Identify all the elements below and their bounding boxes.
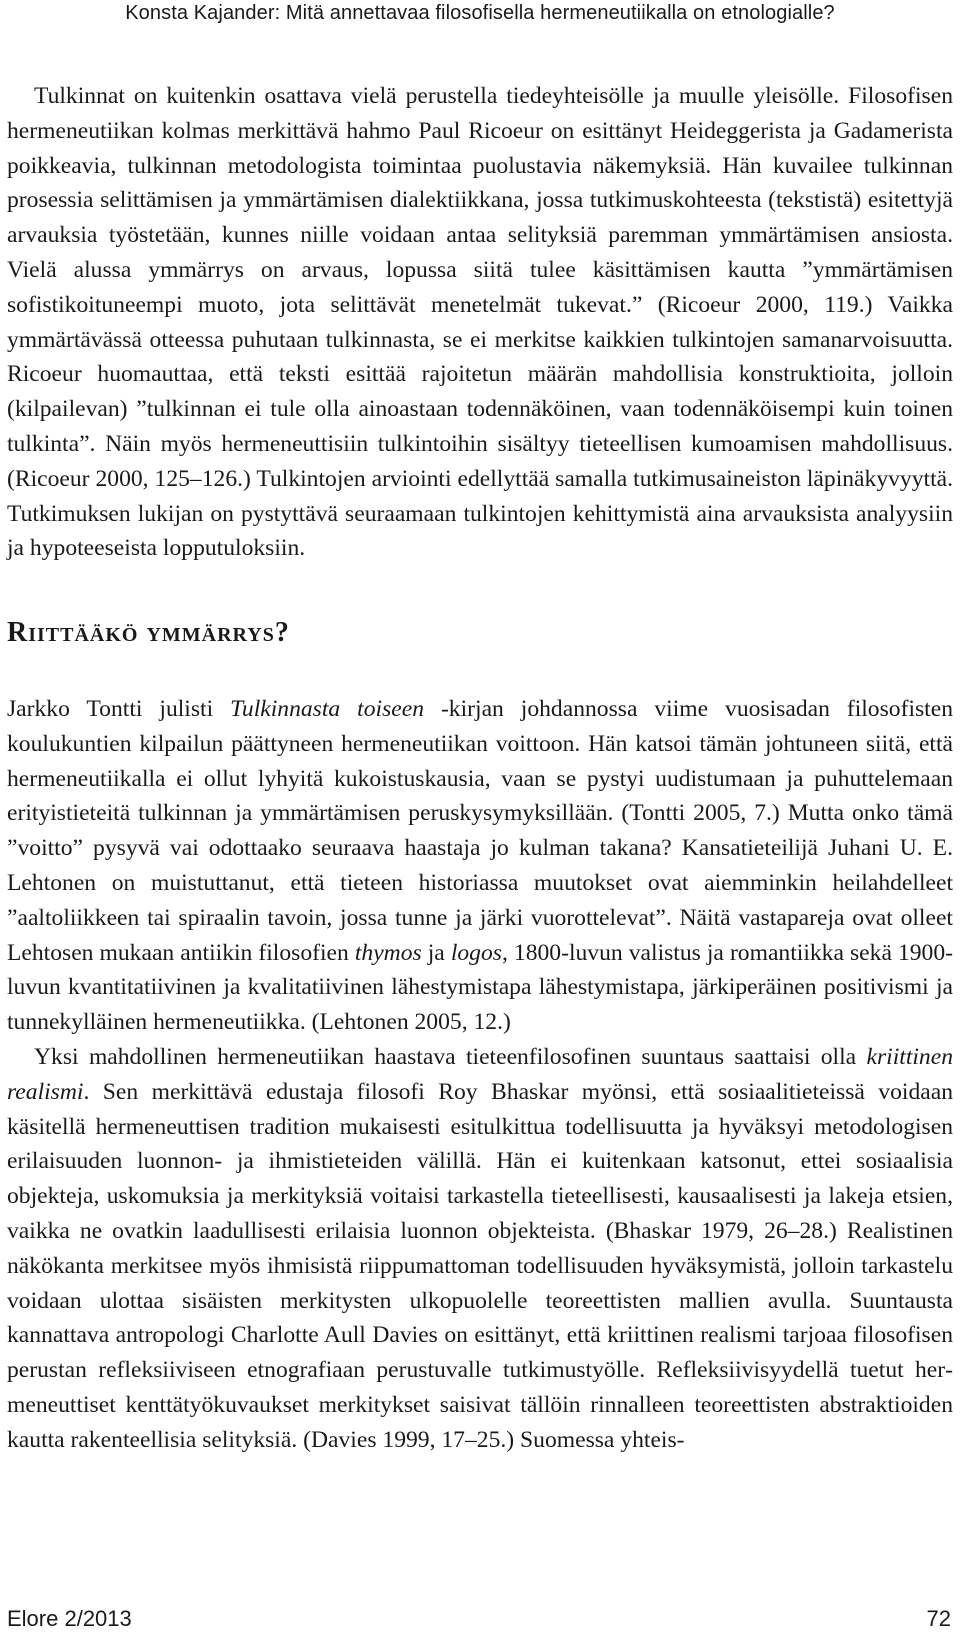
- book-title: Tulkinnasta toiseen: [230, 696, 424, 722]
- text-run: ja: [421, 939, 451, 966]
- journal-footer: Elore 2/2013: [7, 1606, 132, 1631]
- running-head: Konsta Kajander: Mitä annettavaa filosofisella hermeneutiikalla on etnologialle?: [125, 2, 835, 24]
- text-run: Jarkko Tontti julisti: [7, 696, 231, 722]
- text-run: . Sen merkittävä edustaja filosofi Roy Bhaskar myönsi, että sosiaalitieteissä voidaan käsitellä hermeneuttisen tradition mukaisesti esitulkittua todellisuutta ja hyväksyi metodologisen erilaisuuden luonnon- ja ihmistieteiden välillä. Hän ei kuitenkaan katsonut, ettei sosiaalisia objekteja, uskomuksia ja merkityksiä voitaisi tarkastella tieteellisesti, kausaalisesti ja lakeja etsien, vaikka ne ovatkin laadullisesti erilaisia luonnon objekteista. (Bhaskar 1979, 26–28.) Realistinen näkökanta merkitsee myös ihmisistä riippumattoman todellisuuden hyväksymistä, jolloin tarkastelu voidaan ulottaa sisäisten merkitysten ulkopuolelle teoreettisten mallien avulla. Suuntausta kannattava antropologi Charlotte Aull Davies on esittänyt, että kriittinen realismi tarjoaa filosofisen perustan refleksiiviseen etnografiaan perustuvalle tutkimustyölle. Refleksiivisyydellä tuetut hermeneuttiset kenttätyökuvaukset merkitykset saisivat tällöin rinnalleen teoreettisten abstraktioiden kautta rakenteellisia selityksiä. (Davies 1999, 17–25.) Suomessa yhteis-: [7, 1078, 953, 1453]
- intro-paragraph-block: [7, 79, 953, 566]
- italic-term: thymos: [354, 939, 422, 966]
- italic-term: kriittinen realismi: [7, 1043, 953, 1105]
- text-run: Yksi mahdollinen hermeneutiikan haastava tieteenfilosofinen suuntaus saattaisi olla: [34, 1043, 867, 1070]
- section-body: [7, 692, 953, 1458]
- text-run: -kirjan johdannossa viime vuosisadan filosofisten koulukuntien kilpailun päättyneen hermeneutiikan voittoon. Hän katsoi tämän johtuneen siitä, että hermeneutiikalla ei ollut lyhyitä kukoistuskausia, vaan se pystyi uudistumaan ja puhuttelemaan erityistieteitä tulkinnan ja ymmärtämisen peruskysymyksillään. (Tontti 2005, 7.) Mutta onko tämä ”voitto” pysyvä vai odottaako seuraava haastaja jo kulman takana? Kansatieteilijä Juhani U. E. Lehtonen on muistuttanut, että tieteen historiassa muutokset ovat aiemminkin heilahdelleet ”aaltoliikkeen tai spiraalin tavoin, jossa tunne ja järki vuorottelevat”. Näitä vastapareja ovat olleet Lehtosen mukaan antiikin filosofien: [7, 696, 953, 966]
- page-number: 72: [926, 1606, 951, 1631]
- body-paragraph: Tulkinnat on kuitenkin osattava vielä perustella tiedeyhteisölle ja muulle yleisölle. Filosofisen hermeneutiikan kolmas merkittävä hahmo Paul Ricoeur on esittänyt Heideggerista ja Gadamerista poikkeavia, tulkinnan metodologista toimintaa puolustavia näkemyksiä. Hän kuvailee tulkinnan prosessia selittämisen ja ymmärtämisen dialektiikkana, jossa tutkimuskohteesta (tekstistä) esitettyjä arvauksia työstetään, kunnes niille voidaan antaa selityksiä paremman ymmärtämisen ansiosta. Vielä alussa ymmärrys on arvaus, lopussa siitä tulee käsittämisen kautta ”ymmärtämisen sofistikoituneempi muoto, jota selittävät menetelmät tukevat.” (Ricoeur 2000, 119.) Vaikka ymmärtävässä otteessa puhutaan tulkinnasta, se ei merkitse kaikkien tulkintojen samanarvoisuutta. Ricoeur huomauttaa, että teksti esittää rajoitetun määrän mahdollisia konstruktioita, jolloin (kilpailevan) ”tulkinnan ei tule olla ainoastaan todennäköinen, vaan todennäköisempi kuin toinen tulkinta”. Näin myös hermeneuttisiin tulkintoihin sisältyy tieteellisen kumoamisen mahdollisuus. (Ricoeur 2000, 125–126.) Tulkintojen arviointi edellyttää samalla tutkimusaineiston läpinäkyvyyttä. Tutkimuksen lukijan on pystyttävä seuraamaan tulkintojen kehittymistä aina arvauksista analyysiin ja hypoteeseista lopputuloksiin.: [7, 83, 953, 562]
- italic-term: logos: [450, 939, 502, 966]
- section-heading: Riittääkö ymmärrys?: [7, 617, 290, 648]
- body-paragraph: [7, 1040, 953, 1458]
- body-paragraph: [7, 692, 953, 1040]
- text-run: , 1800-luvun valistus ja romantiikka sekä 1900-luvun kvantitatiivinen ja kvalitatiivinen lähestymistapa lähestymistapa, järkiperäinen positivismi ja tunnekylläinen hermeneutiikka. (Lehtonen 2005, 12.): [7, 939, 954, 1036]
